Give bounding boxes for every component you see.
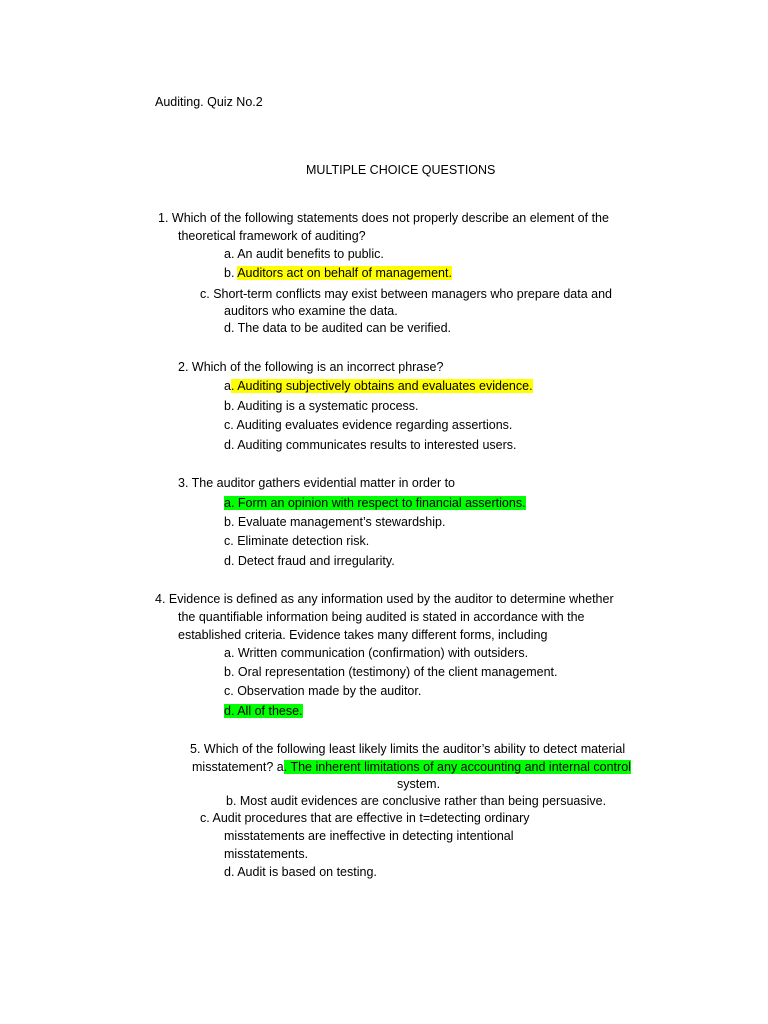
q1-answer-highlight: Auditors act on behalf of management. [237,266,452,280]
section-title: MULTIPLE CHOICE QUESTIONS [306,163,496,177]
q5-stem-line-2: misstatement? a. The inherent limitations of any accounting and internal control [192,760,631,774]
q5-option-d: d. Audit is based on testing. [224,865,377,879]
q3-answer-highlight: a. Form an opinion with respect to financial assertions. [224,496,526,510]
q3-option-b: b. Evaluate management’s stewardship. [224,515,446,529]
q2-option-d: d. Auditing communicates results to interested users. [224,438,517,452]
q4-answer-highlight: d. All of these. [224,704,303,718]
q1-stem-line-2: theoretical framework of auditing? [178,229,366,243]
q1-option-a: a. An audit benefits to public. [224,247,384,261]
q5-option-c-line-2: misstatements are ineffective in detecting intentional [224,829,514,843]
q1-option-c-line-1: c. Short-term conflicts may exist between managers who prepare data and [200,287,613,301]
q5-option-b: b. Most audit evidences are conclusive rather than being persuasive. [226,794,607,808]
q3-option-d: d. Detect fraud and irregularity. [224,554,395,568]
q2-option-b: b. Auditing is a systematic process. [224,399,419,413]
q3-option-c: c. Eliminate detection risk. [224,534,370,548]
q1-option-b: b. Auditors act on behalf of management. [224,266,452,280]
q1-stem-line-1: 1. Which of the following statements does not properly describe an element of the [158,211,609,225]
q4-stem-line-3: established criteria. Evidence takes many different forms, including [178,628,548,642]
q2-stem: 2. Which of the following is an incorrect phrase? [178,360,444,374]
q4-option-c: c. Observation made by the auditor. [224,684,422,698]
q2-option-a: a. Auditing subjectively obtains and evaluates evidence. [224,379,533,393]
q5-option-c-line-3: misstatements. [224,847,309,861]
q3-option-a [224,494,526,512]
q1-option-c-line-2: auditors who examine the data. [224,304,398,318]
q4-option-a: a. Written communication (confirmation) with outsiders. [224,646,529,660]
q3-stem: 3. The auditor gathers evidential matter in order to [178,476,456,490]
doc-title: Auditing. Quiz No.2 [155,95,263,109]
q2-answer-highlight: . Auditing subjectively obtains and evaluates evidence. [230,379,533,393]
q5-option-a-cont: system. [397,777,441,791]
q4-option-d [224,702,303,720]
q4-option-b: b. Oral representation (testimony) of the client management. [224,665,558,679]
q5-answer-highlight: . The inherent limitations of any accounting and internal control [283,760,631,774]
q5-stem-line-1: 5. Which of the following least likely limits the auditor’s ability to detect material [190,742,626,756]
q5-option-c-line-1: c. Audit procedures that are effective in t=detecting ordinary [200,811,530,825]
q2-option-c: c. Auditing evaluates evidence regarding assertions. [224,418,513,432]
q1-option-d: d. The data to be audited can be verified. [224,321,452,335]
q4-stem-line-1: 4. Evidence is defined as any information used by the auditor to determine whether [155,592,614,606]
q4-stem-line-2: the quantifiable information being audited is stated in accordance with the [178,610,585,624]
